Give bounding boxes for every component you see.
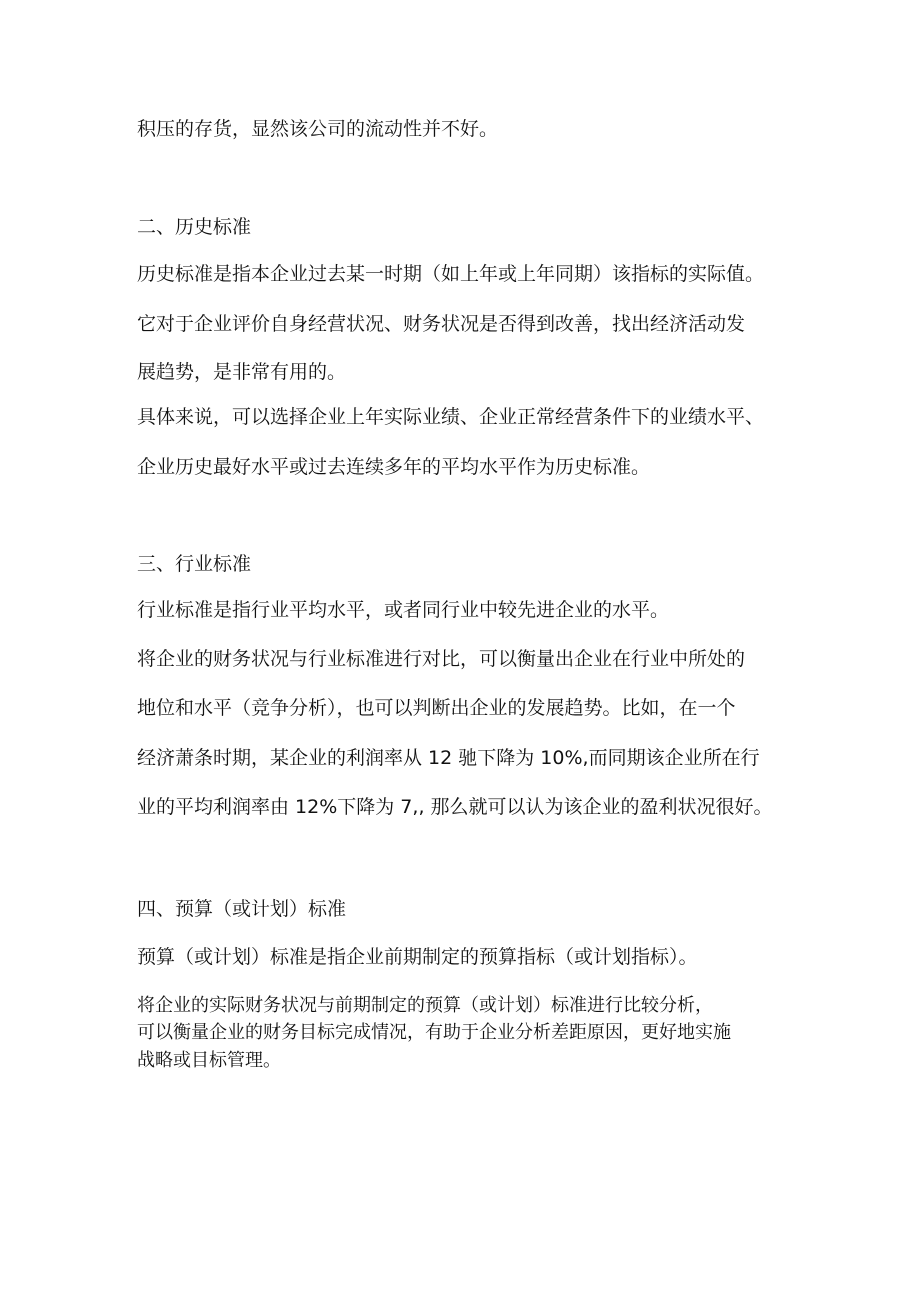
section2-line-4: 具体来说，可以选择企业上年实际业绩、企业正常经营条件下的业绩水平、: [137, 406, 765, 428]
section3-line-5: 业的平均利润率由 12%下降为 7,, 那么就可以认为该企业的盈利状况很好。: [137, 796, 773, 818]
section3-line-4: 经济萧条时期，某企业的利润率从 12 驰下降为 10%,而同期该企业所在行: [137, 747, 760, 769]
section3-line-1: 行业标准是指行业平均水平，或者同行业中较先进企业的水平。: [137, 599, 670, 621]
section3-line-2: 将企业的财务状况与行业标准进行对比，可以衡量出企业在行业中所处的: [137, 648, 746, 670]
section4-line-3: 可以衡量企业的财务目标完成情况，有助于企业分析差距原因，更好地实施: [137, 1022, 731, 1043]
section-heading-budget-standard: 四、预算（或计划）标准: [137, 898, 347, 920]
section2-line-5: 企业历史最好水平或过去连续多年的平均水平作为历史标准。: [137, 456, 651, 478]
section2-line-3: 展趋势，是非常有用的。: [137, 361, 347, 383]
section2-line-1: 历史标准是指本企业过去某一时期（如上年或上年同期）该指标的实际值。: [137, 263, 765, 285]
section4-line-1: 预算（或计划）标准是指企业前期制定的预算指标（或计划指标）。: [137, 946, 698, 968]
section4-line-4: 战略或目标管理。: [137, 1050, 281, 1071]
section3-line-3: 地位和水平（竞争分析），也可以判断出企业的发展趋势。比如，在一个: [137, 697, 736, 719]
section-heading-historical-standard: 二、历史标准: [137, 216, 252, 238]
paragraph-intro-tail: 积压的存货，显然该公司的流动性并不好。: [137, 118, 499, 140]
section4-line-2: 将企业的实际财务状况与前期制定的预算（或计划）标准进行比较分析，: [137, 995, 713, 1016]
section-heading-industry-standard: 三、行业标准: [137, 553, 252, 575]
section2-line-2: 它对于企业评价自身经营状况、财务状况是否得到改善，找出经济活动发: [137, 313, 746, 335]
